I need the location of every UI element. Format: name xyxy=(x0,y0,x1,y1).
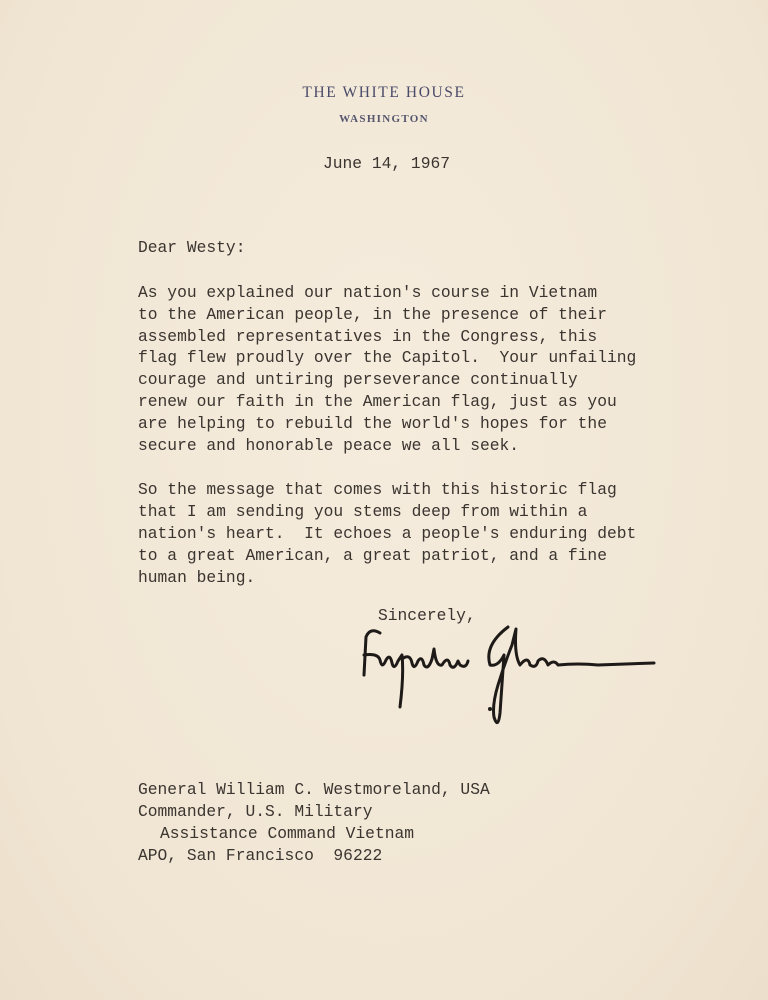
body-line: flag flew proudly over the Capitol. Your unfailing xyxy=(138,348,637,367)
body-line: are helping to rebuild the world's hopes for the xyxy=(138,414,607,433)
body-line: courage and untiring perseverance continually xyxy=(138,370,578,389)
body-line: to the American people, in the presence of their xyxy=(138,305,607,324)
body-line: nation's heart. It echoes a people's enduring debt xyxy=(138,524,637,543)
address-line: Assistance Command Vietnam xyxy=(160,824,415,843)
body-line: assembled representatives in the Congress, this xyxy=(138,327,598,346)
address-line: Commander, U.S. Military xyxy=(138,802,373,821)
body-line: that I am sending you stems deep from within a xyxy=(138,502,588,521)
body-line: So the message that comes with this historic flag xyxy=(138,480,617,499)
body-line: secure and honorable peace we all seek. xyxy=(138,436,520,455)
closing: Sincerely, xyxy=(378,606,476,625)
body-line: renew our faith in the American flag, just as you xyxy=(138,392,617,411)
address-line: General William C. Westmoreland, USA xyxy=(138,780,490,799)
letterhead-city: WASHINGTON xyxy=(339,113,429,125)
letter-date: June 14, 1967 xyxy=(323,154,451,173)
body-line: to a great American, a great patriot, and a fine xyxy=(138,546,607,565)
body-line: human being. xyxy=(138,568,256,587)
signature xyxy=(358,625,658,740)
body-line: As you explained our nation's course in Vietnam xyxy=(138,283,598,302)
salutation: Dear Westy: xyxy=(138,238,246,257)
address-line: APO, San Francisco 96222 xyxy=(138,846,383,865)
letterhead-title: THE WHITE HOUSE xyxy=(302,84,466,101)
